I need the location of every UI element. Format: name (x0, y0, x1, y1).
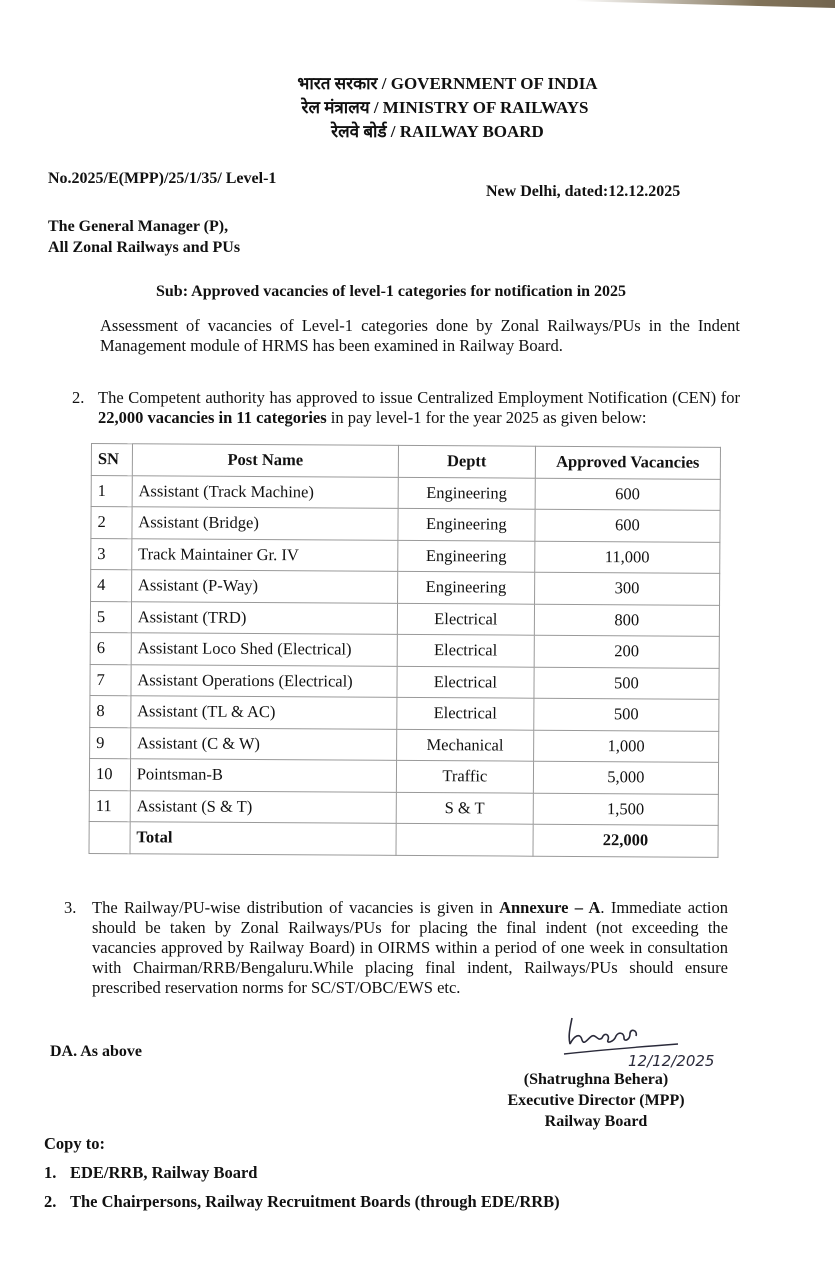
handwritten-date: 12/12/2025 (628, 1052, 715, 1070)
cell-sn: 6 (90, 632, 131, 664)
copy-to-section (44, 1129, 560, 1216)
cell-post-name: Assistant Loco Shed (Electrical) (131, 633, 397, 666)
total-dept-cell (396, 823, 533, 855)
paragraph-2-emphasis: 22,000 vacancies in 11 categories (98, 408, 327, 427)
documents-attached: DA. As above (50, 1043, 143, 1060)
cell-post-name: Assistant Operations (Electrical) (131, 664, 397, 697)
cell-deptt: Engineering (398, 477, 535, 509)
table-row (91, 507, 720, 542)
signatory-office: Railway Board (544, 1113, 648, 1130)
cell-approved-vacancies: 600 (535, 478, 720, 511)
cell-post-name: Assistant (Bridge) (132, 507, 398, 540)
cell-post-name: Assistant (TRD) (131, 601, 397, 634)
header-sn: SN (91, 444, 132, 476)
paragraph-1: Assessment of vacancies of Level-1 categories done by Zonal Railways/PUs in the Indent Management module of HRMS has been examined in Railway Board. (100, 316, 740, 355)
total-sn-cell (89, 821, 130, 853)
cell-post-name: Pointsman-B (130, 759, 396, 792)
table-row (89, 758, 718, 793)
cell-sn: 5 (90, 601, 131, 633)
cell-approved-vacancies: 800 (534, 604, 719, 637)
header-deptt: Deptt (398, 445, 535, 477)
paragraph-2 (98, 388, 740, 428)
copy-to-item (44, 1158, 560, 1187)
cell-deptt: Engineering (398, 508, 535, 540)
paragraph-3-text-end: . Immediate action should be taken by Zonal Railways/PUs for placing the final indent (not exceeding the vacancies approved by Railway Board) in OIRMS within a period of one week in consultation with Chairman/RRB/Bengaluru.While placing final indent, Railways/PUs should ensure prescribed reservation norms for SC/ST/OBC/EWS etc. (92, 898, 729, 997)
header-approved-vacancies: Approved Vacancies (535, 446, 720, 479)
cell-post-name: Assistant (C & W) (130, 727, 396, 760)
paragraph-3-number: 3. (64, 898, 77, 917)
paragraph-2-text-end: in pay level-1 for the year 2025 as given below: (326, 408, 647, 427)
total-label: Total (130, 822, 396, 855)
cell-sn: 2 (91, 507, 132, 539)
table-header-row (91, 444, 720, 479)
table-row (89, 790, 718, 825)
cell-sn: 10 (89, 758, 130, 790)
paragraph-2-number: 2. (72, 388, 85, 407)
table-row (90, 664, 719, 699)
addressee (48, 216, 240, 258)
cell-approved-vacancies: 1,000 (533, 730, 718, 763)
header-post-name: Post Name (132, 444, 398, 477)
cell-post-name: Assistant (S & T) (130, 790, 396, 823)
cell-sn: 8 (90, 695, 131, 727)
cell-deptt: Engineering (398, 540, 535, 572)
reference-number: No.2025/E(MPP)/25/1/35/ Level-1 (48, 170, 277, 187)
table-row (90, 727, 719, 762)
letterhead (0, 72, 835, 144)
total-value: 22,000 (533, 824, 718, 857)
copy-to-item (44, 1187, 560, 1216)
addressee-line2: All Zonal Railways and PUs (48, 239, 241, 256)
photo-edge-shadow (575, 0, 835, 8)
cell-post-name: Assistant (TL & AC) (131, 696, 397, 729)
paragraph-3-text: The Railway/PU-wise distribution of vacancies is given in (92, 898, 500, 917)
paragraph-3 (92, 898, 728, 998)
addressee-line1: The General Manager (P), (48, 218, 229, 235)
cell-approved-vacancies: 300 (534, 572, 719, 605)
copy-to-item-text: The Chairpersons, Railway Recruitment Boards (through EDE/RRB) (70, 1192, 560, 1211)
copy-to-item-number: 1. (44, 1163, 57, 1182)
cell-post-name: Assistant (P-Way) (131, 570, 397, 603)
cell-sn: 11 (89, 790, 130, 822)
cell-deptt: Mechanical (397, 729, 534, 761)
copy-to-label: Copy to: (44, 1134, 105, 1153)
cell-sn: 1 (91, 475, 132, 507)
cell-approved-vacancies: 500 (534, 667, 719, 700)
table-row (91, 570, 720, 605)
table-row (90, 695, 719, 730)
cell-sn: 7 (90, 664, 131, 696)
handwritten-signature-icon (558, 1014, 728, 1074)
cell-deptt: S & T (396, 792, 533, 824)
subject-line: Sub: Approved vacancies of level-1 categories for notification in 2025 (156, 283, 627, 300)
signatory-block (496, 1069, 696, 1132)
cell-deptt: Traffic (396, 760, 533, 792)
table-row (90, 601, 719, 636)
paragraph-3-emphasis: Annexure – A (499, 898, 601, 917)
paragraph-2-text: The Competent authority has approved to issue Centralized Employment Notification (CEN) for (98, 388, 740, 407)
letterhead-government: भारत सरकार / GOVERNMENT OF INDIA (297, 74, 598, 93)
signatory-name: (Shatrughna Behera) (523, 1071, 669, 1088)
cell-approved-vacancies: 600 (535, 509, 720, 542)
cell-sn: 3 (91, 538, 132, 570)
cell-approved-vacancies: 11,000 (534, 541, 719, 574)
cell-deptt: Electrical (397, 603, 534, 635)
copy-to-item-number: 2. (44, 1192, 57, 1211)
cell-deptt: Electrical (397, 634, 534, 666)
copy-to-item-text: EDE/RRB, Railway Board (70, 1163, 258, 1182)
cell-sn: 4 (91, 570, 132, 602)
table-row (91, 475, 720, 510)
cell-approved-vacancies: 1,500 (533, 793, 718, 826)
cell-deptt: Engineering (397, 571, 534, 603)
letterhead-ministry: रेल मंत्रालय / MINISTRY OF RAILWAYS (301, 98, 589, 117)
signatory-designation: Executive Director (MPP) (507, 1092, 685, 1109)
letterhead-board: रेलवे बोर्ड / RAILWAY BOARD (331, 122, 544, 141)
cell-approved-vacancies: 200 (534, 635, 719, 668)
cell-approved-vacancies: 500 (534, 698, 719, 731)
cell-approved-vacancies: 5,000 (533, 761, 718, 794)
table-total-row (89, 821, 718, 856)
cell-sn: 9 (90, 727, 131, 759)
cell-post-name: Track Maintainer Gr. IV (132, 538, 398, 571)
letter-date: New Delhi, dated:12.12.2025 (486, 183, 681, 200)
cell-deptt: Electrical (397, 666, 534, 698)
vacancies-table (88, 443, 720, 857)
table-row (91, 538, 720, 573)
cell-post-name: Assistant (Track Machine) (132, 475, 398, 508)
table-row (90, 632, 719, 667)
cell-deptt: Electrical (397, 697, 534, 729)
